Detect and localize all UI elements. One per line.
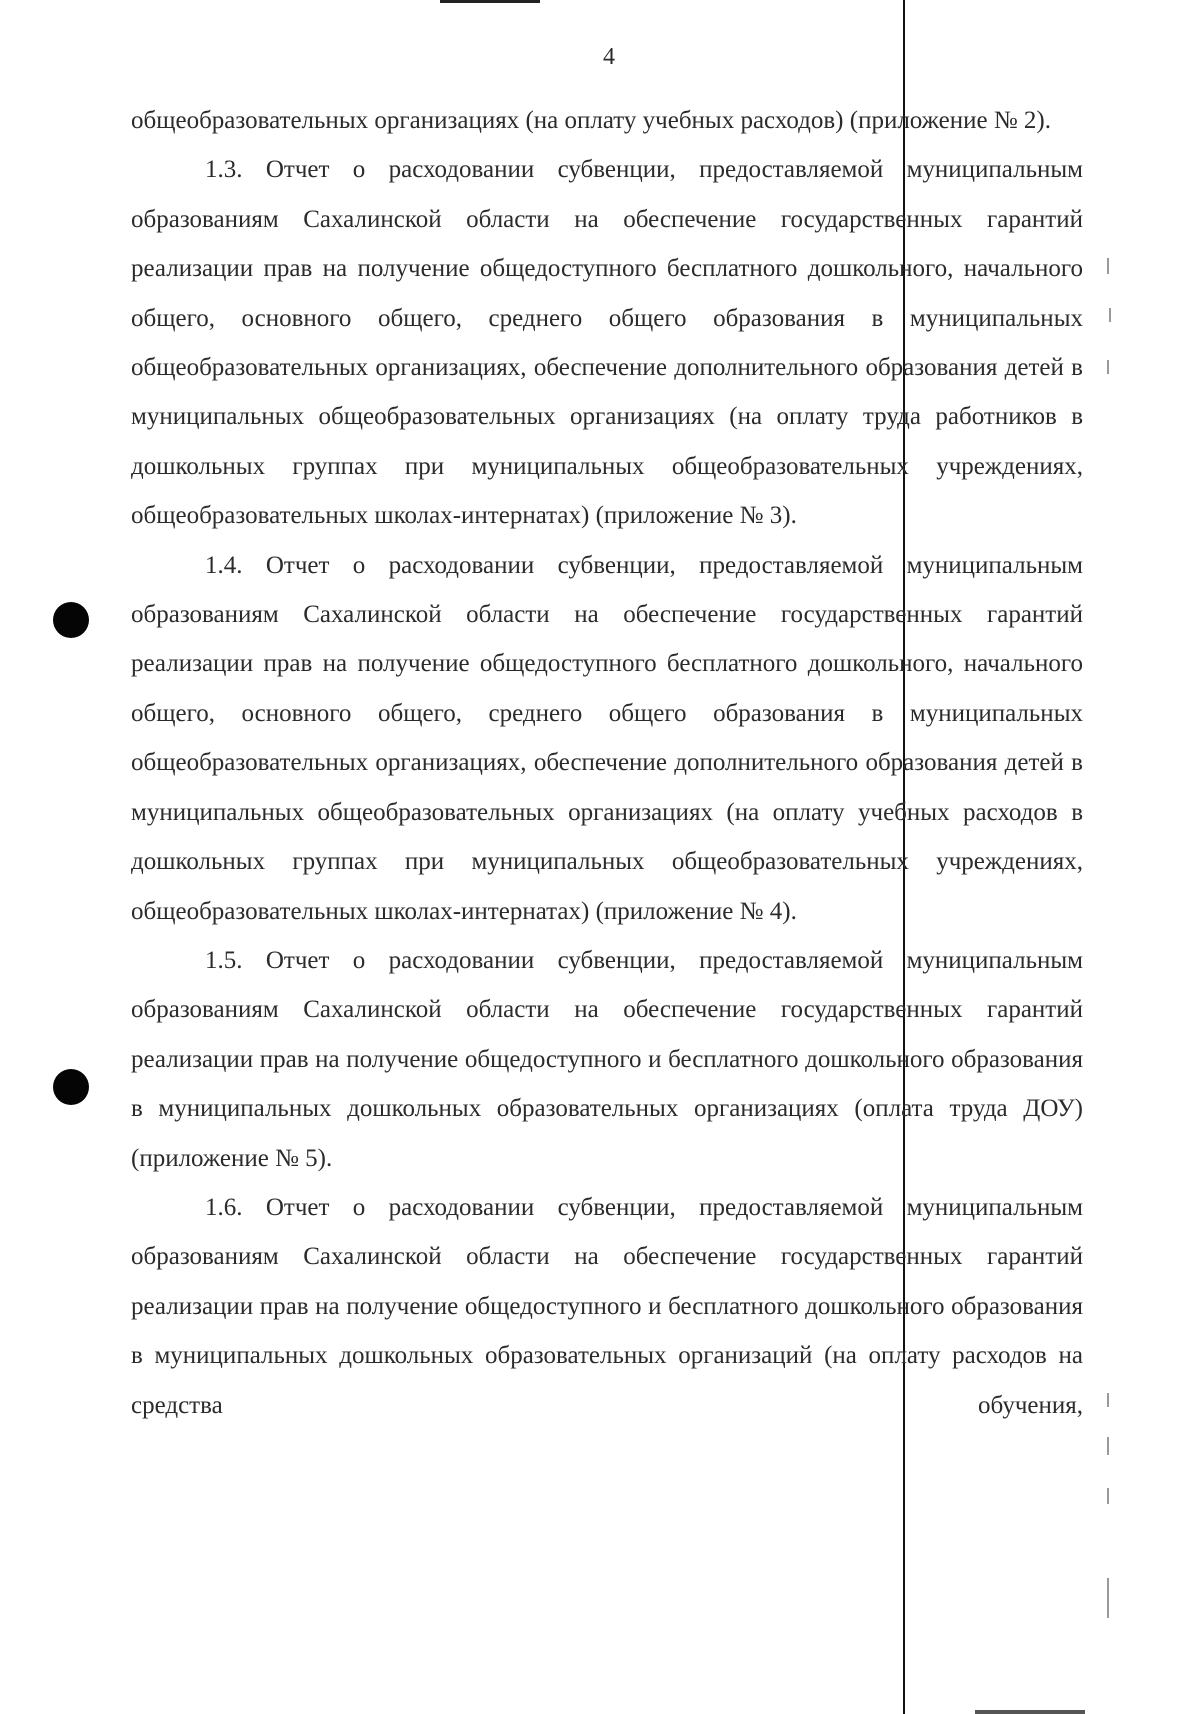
document-body [131, 96, 1083, 1430]
scan-edge-speck [1107, 1488, 1109, 1504]
hole-punch-mark [53, 1069, 89, 1105]
paragraph-continuation: общеобразовательных организациях (на оплату учебных расходов) (приложение № 2). [131, 107, 1052, 134]
page-number: 4 [603, 44, 615, 70]
paragraph-1-4: 1.4. Отчет о расходовании субвенции, предоставляемой муниципальным образованиям Сахалинской области на обеспечение государственных гарантий реализации прав на получение общедоступного бесплатного дошкольного, начального общего, основного общего, среднего общего образования в муниципальных общеобразовательных организациях, обеспечение дополнительного образования детей в муниципальных общеобразовательных организациях (на оплату учебных расходов в дошкольных группах при муниципальных общеобразовательных учреждениях, общеобразовательных школах-интернатах) (приложение № 4). [131, 551, 1083, 925]
scan-top-mark [440, 0, 540, 3]
scan-edge-speck [1107, 1578, 1109, 1618]
paragraph-1-5: 1.5. Отчет о расходовании субвенции, предоставляемой муниципальным образованиям Сахалинской области на обеспечение государственных гарантий реализации прав на получение общедоступного и бесплатного дошкольного образования в муниципальных дошкольных образовательных организациях (оплата труда ДОУ) (приложение № 5). [131, 946, 1083, 1172]
scan-edge-speck [1107, 1393, 1109, 1407]
hole-punch-mark [53, 602, 89, 638]
scan-edge-speck [1107, 1437, 1109, 1455]
scan-edge-speck [1107, 360, 1109, 374]
scan-edge-speck [1107, 258, 1109, 274]
scan-bottom-mark [975, 1710, 1085, 1714]
scan-edge-speck [1109, 308, 1111, 322]
paragraph-1-6: 1.6. Отчет о расходовании субвенции, предоставляемой муниципальным образованиям Сахалинской области на обеспечение государственных гарантий реализации прав на получение общедоступного и бесплатного дошкольного образования в муниципальных дошкольных образовательных организаций (на оплату расходов на средства обучения, [131, 1193, 1083, 1419]
paragraph-1-3: 1.3. Отчет о расходовании субвенции, предоставляемой муниципальным образованиям Сахалинской области на обеспечение государственных гарантий реализации прав на получение общедоступного бесплатного дошкольного, начального общего, основного общего, среднего общего образования в муниципальных общеобразовательных организациях, обеспечение дополнительного образования детей в муниципальных общеобразовательных организациях (на оплату труда работников в дошкольных группах при муниципальных общеобразовательных учреждениях, общеобразовательных школах-интернатах) (приложение № 3). [131, 156, 1083, 530]
